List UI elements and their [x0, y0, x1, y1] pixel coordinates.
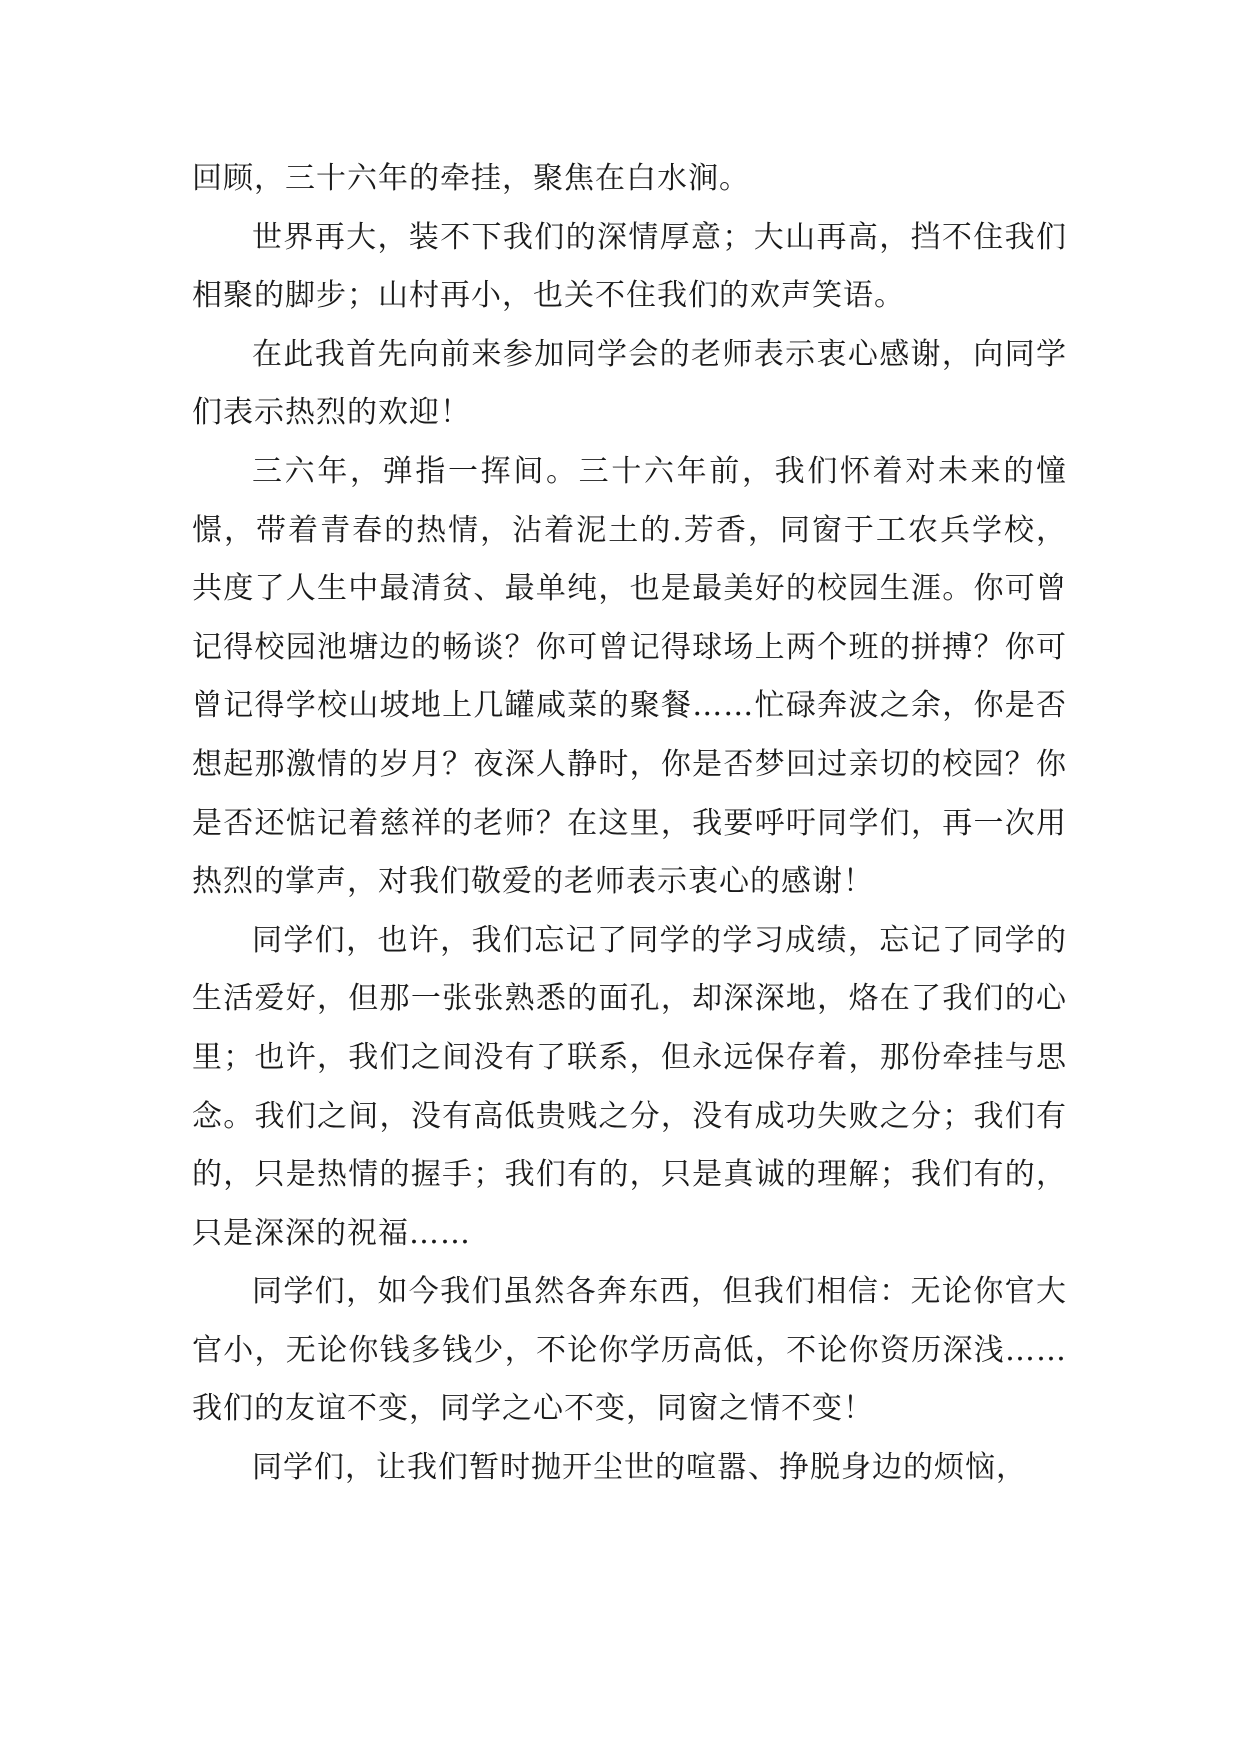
- paragraph-3: 在此我首先向前来参加同学会的老师表示衷心感谢，向同学们表示热烈的欢迎！: [192, 336, 1067, 431]
- paragraph-6: 同学们，如今我们虽然各奔东西，但我们相信：无论你官大官小，无论你钱多钱少，不论你学历高低，不论你资历深浅……我们的友谊不变，同学之心不变，同窗之情不变！: [192, 1274, 1067, 1427]
- paragraph-4: 三六年，弹指一挥间。三十六年前，我们怀着对未来的憧憬，带着青春的热情，沾着泥土的.芳香，同窗于工农兵学校，共度了人生中最清贫、最单纯，也是最美好的校园生涯。你可曾记得校园池塘边的畅谈？你可曾记得球场上两个班的拼搏？你可曾记得学校山坡地上几罐咸菜的聚餐……忙碌奔波之余，你是否想起那激情的岁月？夜深人静时，你是否梦回过亲切的校园？你是否还惦记着慈祥的老师？在这里，我要呼吁同学们，再一次用热烈的掌声，对我们敬爱的老师表示衷心的感谢！: [192, 453, 1067, 900]
- paragraph-1: 回顾，三十六年的牵挂，聚焦在白水涧。: [192, 161, 750, 196]
- paragraph-5: 同学们，也许，我们忘记了同学的学习成绩，忘记了同学的生活爱好，但那一张张熟悉的面孔，却深深地，烙在了我们的心里；也许，我们之间没有了联系，但永远保存着，那份牵挂与思念。我们之间，没有高低贵贱之分，没有成功失败之分；我们有的，只是热情的握手；我们有的，只是真诚的理解；我们有的，只是深深的祝福……: [192, 922, 1067, 1251]
- document-page: [192, 150, 1067, 1498]
- paragraph-7: 同学们，让我们暂时抛开尘世的喧嚣、挣脱身边的烦恼，: [252, 1450, 1027, 1486]
- paragraph-2: 世界再大，装不下我们的深情厚意；大山再高，挡不住我们相聚的脚步；山村再小，也关不住我们的欢声笑语。: [192, 219, 1067, 314]
